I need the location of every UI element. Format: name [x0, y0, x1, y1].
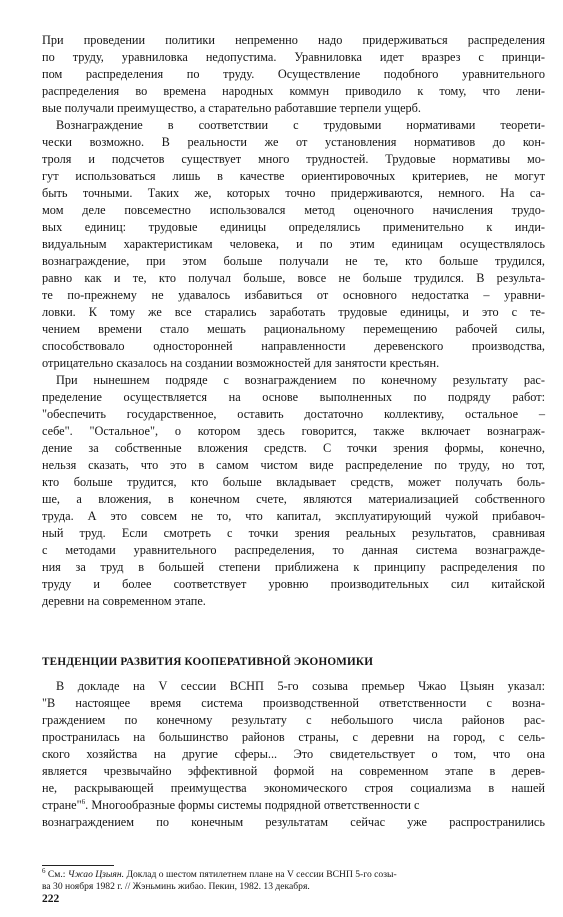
section-line: ского хозяйства на другие сферы... Это свидетельствует о том, что она: [42, 747, 545, 761]
body-line: чением времени стало мешать рациональному перемещению рабочей силы,: [42, 322, 545, 336]
body-line: троля и подсчетов существует много трудностей. Трудовые нормативы мо-: [42, 152, 545, 166]
section-line: не, раскрывающей преимущества экономического строя социализма в нашей: [42, 781, 545, 795]
body-line: При проведении политики непременно надо придерживаться распределения: [42, 33, 545, 47]
body-line: труда. А это совсем не то, что капитал, эксплуатирующий чужой прибавоч-: [42, 509, 545, 523]
body-line: "обеспечить государственное, оставить достаточно коллективу, остальное –: [42, 407, 545, 421]
section-line: "В настоящее время система производственной ответственности с возна-: [42, 696, 545, 710]
section-body-text: [42, 678, 545, 831]
body-line: кто больше трудится, кто больше вкладывает средств, может получать боль-: [42, 475, 545, 489]
body-line: вознаграждение, при этом больше получали не те, кто больше трудился,: [42, 254, 545, 268]
quote-end-text: стране": [42, 798, 82, 812]
body-line: способствовало односторонней направленности деревенского производства,: [42, 339, 545, 353]
section-line: пространилась на большинство районов страны, с деревни на город, с сель-: [42, 730, 545, 744]
body-line: видуальным характеристикам человека, и по этим единицам осуществлялось: [42, 237, 545, 251]
footnote-divider: [42, 865, 114, 866]
body-line: деревни на современном этапе.: [42, 594, 206, 608]
body-line: распределения во времена народных коммун приводило к тому, что лени-: [42, 84, 545, 98]
body-line: вых единиц: трудовые единицы определялись применительно к инди-: [42, 220, 545, 234]
body-line: мом деле повсеместно использовался метод оценочного начисления трудо-: [42, 203, 545, 217]
section-line: В докладе на V сессии ВСНП 5-го созыва премьер Чжао Цзыян указал:: [56, 679, 545, 693]
page-number: 222: [42, 893, 60, 905]
section-line: граждением по конечному результату с небольшого числа районов рас-: [42, 713, 545, 727]
body-line: отрицательно сказалось на создании возможностей для занятости крестьян.: [42, 356, 440, 370]
footnote-prefix: См.:: [47, 869, 66, 880]
body-line: ловки. К тому же все старались заработать трудовые единицы, и это с те-: [42, 305, 545, 319]
body-line: вые получали преимущество, а старательно работавшие терпели ущерб.: [42, 101, 421, 115]
footnote: [42, 866, 545, 893]
body-line: труду и более соответствует уровню производительных сил китайской: [42, 577, 545, 591]
body-line: те по-прежнему не удавалось избавиться от основного недостатка – уравни-: [42, 288, 545, 302]
body-line: нельзя сказать, что это в самом чистом виде распределение по труду, но тот,: [42, 458, 545, 472]
footnote-text: Доклад о шестом пятилетнем плане на V сессии ВСНП 5-го созы-: [126, 869, 397, 880]
footnote-author: Чжао Цзыян.: [67, 869, 125, 880]
main-body-text: [42, 32, 545, 610]
body-line: пределение осуществляется на основе выполненных по подряду работ:: [42, 390, 545, 404]
body-line: Вознаграждение в соответствии с трудовыми нормативами теорети-: [56, 118, 545, 132]
body-line: равно как и те, кто получал больше, вовсе не больше трудился. В результа-: [42, 271, 545, 285]
section-line: вознаграждением по конечным результатам сейчас уже распространились: [42, 815, 545, 829]
body-line: с методами уравнительного распределения, то данная система вознагражде-: [42, 543, 545, 557]
footnote-marker[interactable]: 6: [81, 797, 86, 806]
body-line: пом распределения по труду. Осуществление подобного уравнительного: [42, 67, 545, 81]
line-continuation: Многообразные формы системы подрядной ответственности с: [91, 798, 420, 812]
body-line: ше, а вложения, в конечном счете, являются материализацией собственного: [42, 492, 545, 506]
footnote-line: ва 30 ноября 1982 г. // Жэньминь жибао. Пекин, 1982. 13 декабря.: [42, 881, 310, 892]
body-line: ный труд. Если смотреть с точки зрения реальных результатов, сравнивая: [42, 526, 545, 540]
footnote-line: [42, 866, 545, 881]
body-line: ния за труд в большей степени приближена к принципу распределения по: [42, 560, 545, 574]
section-heading: ТЕНДЕНЦИИ РАЗВИТИЯ КООПЕРАТИВНОЙ ЭКОНОМИКИ: [42, 656, 374, 668]
body-line: чески возможно. В реальности же от установления нормативов до кон-: [42, 135, 545, 149]
section-line: является чрезвычайно эффективной формой на современном этапе в дерев-: [42, 764, 545, 778]
section-line: стране"$^6$. Многообразные формы системы подрядной ответственности с: [42, 797, 420, 812]
footnote-number: 6: [42, 866, 46, 875]
body-line: гут использоваться лишь в качестве ориентировочных критериев, не могут: [42, 169, 545, 183]
body-line: по труду, уравниловка недопустима. Уравниловка идет вразрез с принци-: [42, 50, 545, 64]
body-line: себе". "Остальное", о котором здесь говорится, также включает вознаграж-: [42, 424, 545, 438]
body-line: При нынешнем подряде с вознаграждением по конечному результату рас-: [56, 373, 545, 387]
body-line: дение за собственные вложения средств. С точки зрения формы, конечно,: [42, 441, 545, 455]
body-line: быть точными. Таких же, которых точно придерживаются, немного. На са-: [42, 186, 545, 200]
